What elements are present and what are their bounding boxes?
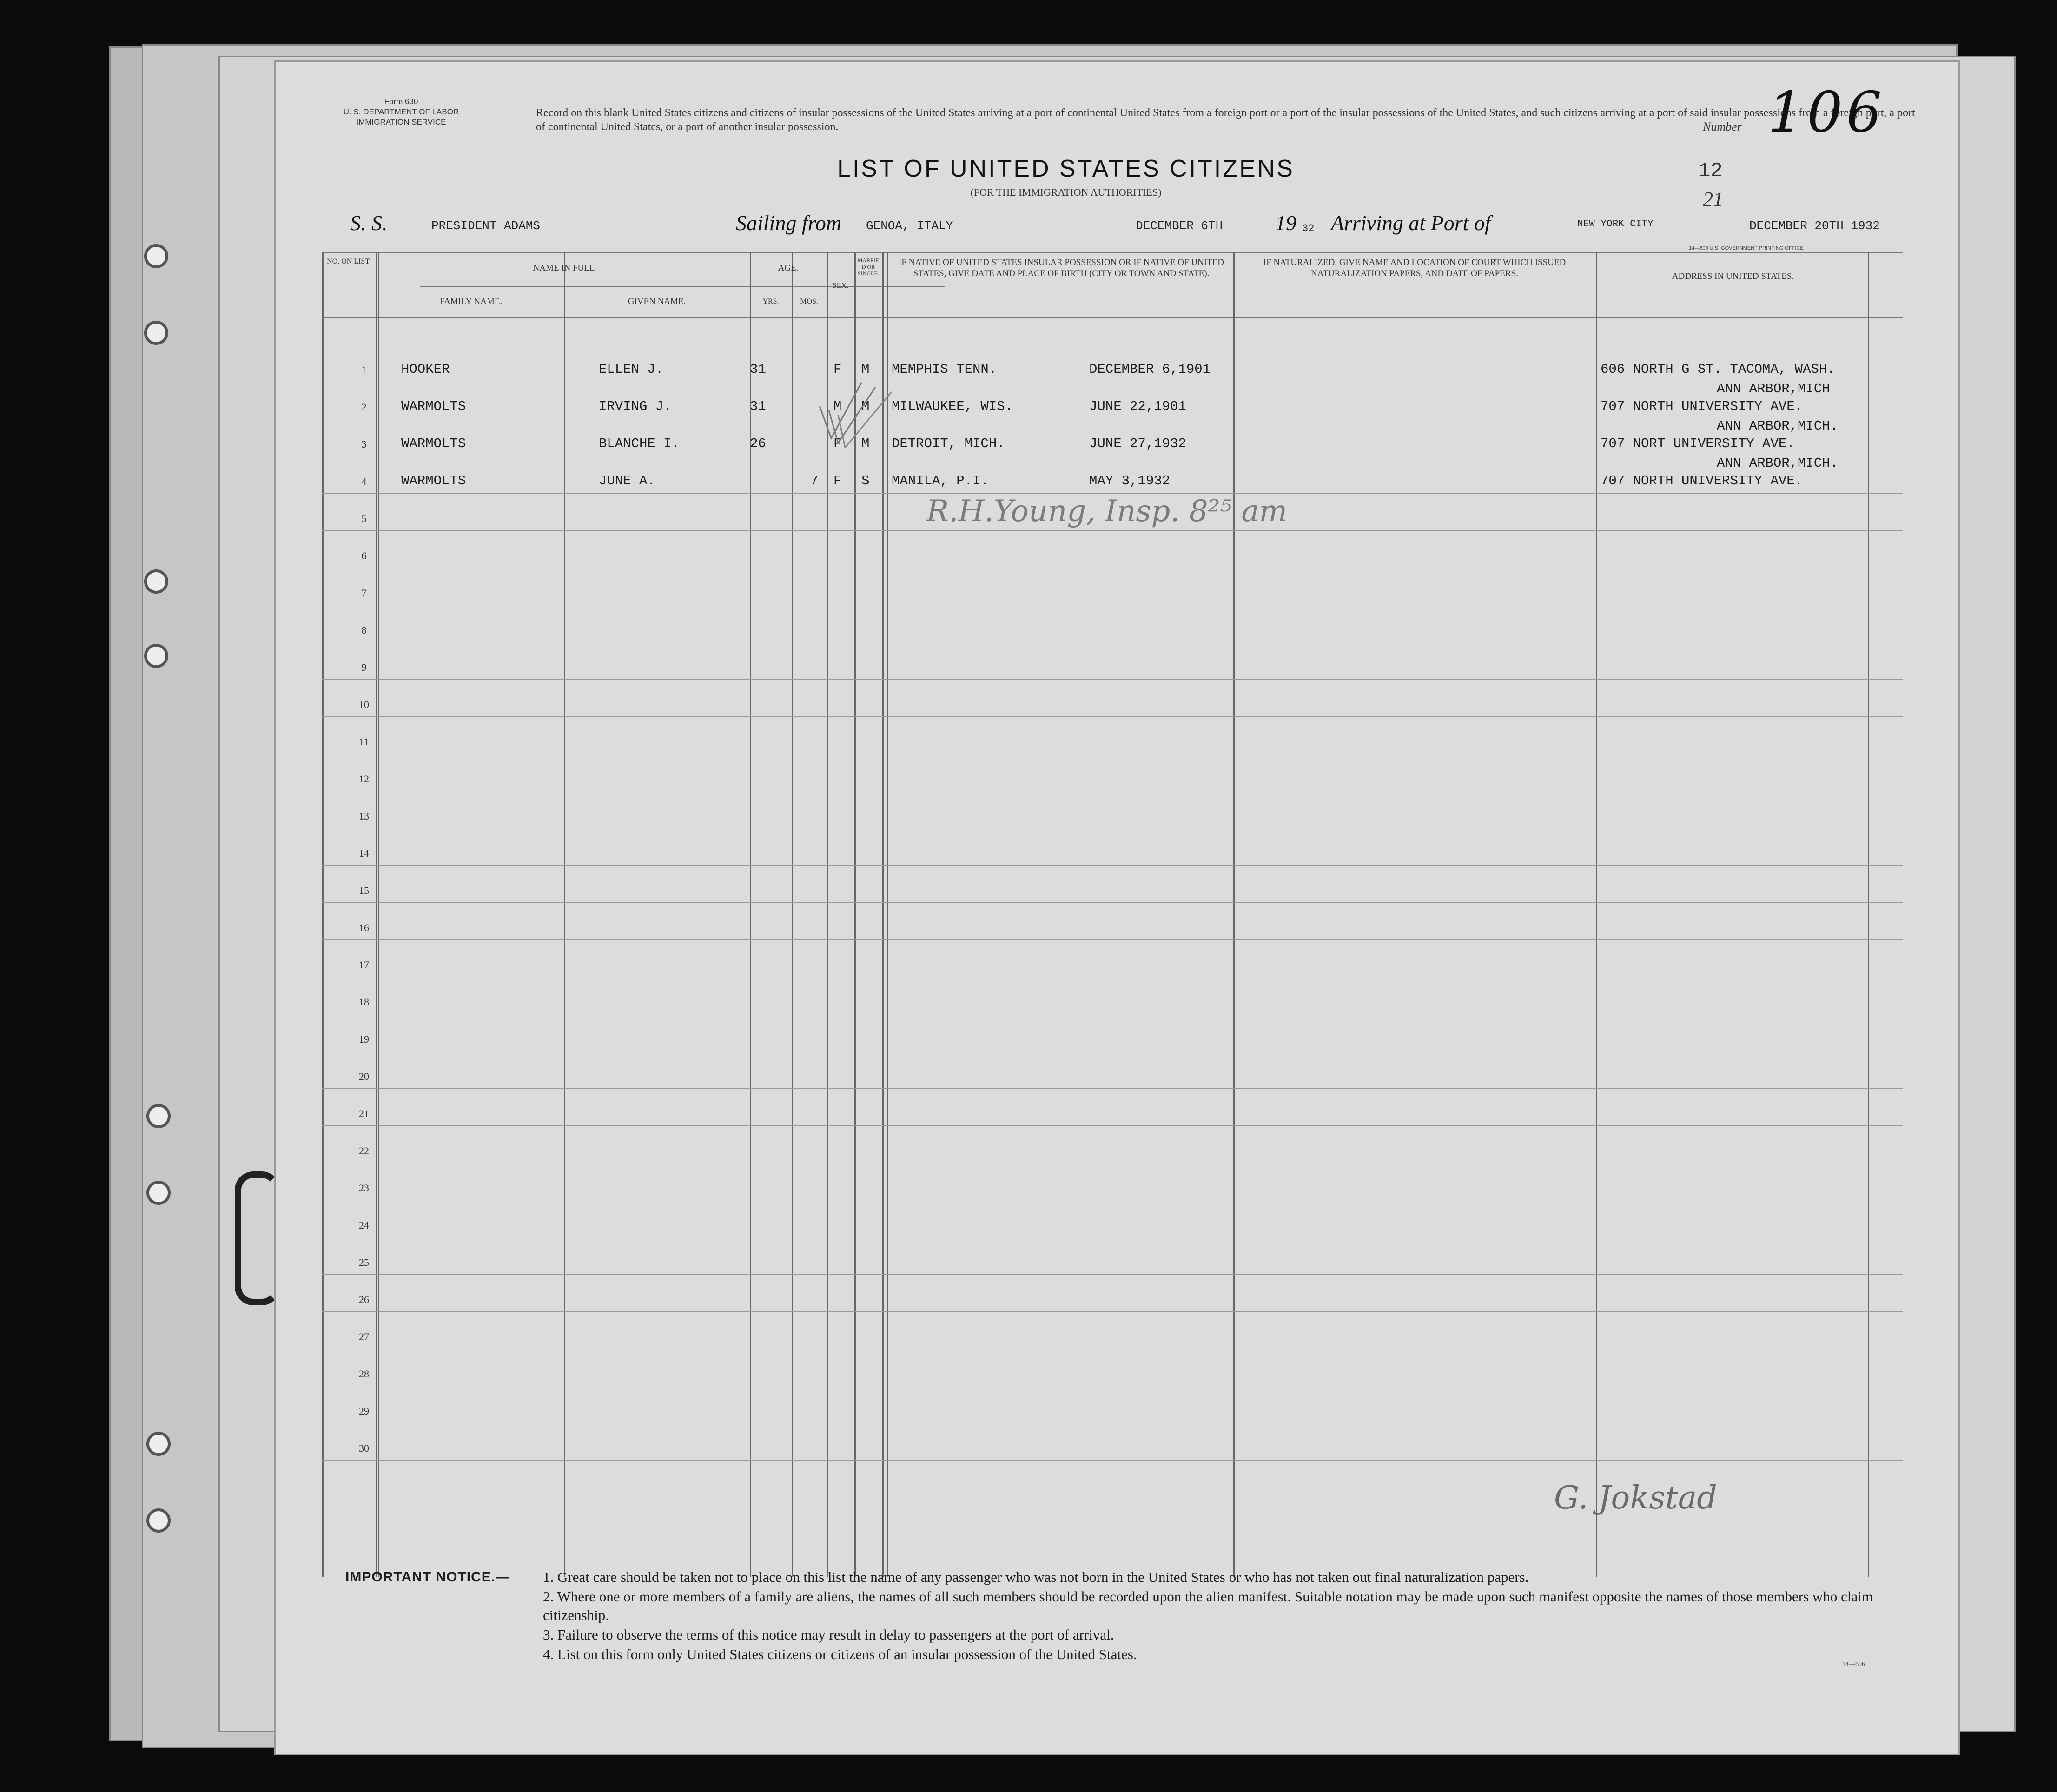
ss-label: S. S. [350, 211, 388, 235]
col-border [1868, 252, 1869, 1577]
row-line [322, 1311, 1903, 1312]
col-border [564, 252, 565, 1577]
row-number: 30 [359, 1442, 369, 1454]
row-number: 19 [359, 1033, 369, 1045]
row-line [322, 1088, 1903, 1089]
manifest-sheet [274, 60, 1960, 1755]
given-name-cell: IRVING J. [599, 399, 672, 414]
sex-cell: M [833, 399, 842, 414]
form-number: Form 630 [384, 97, 418, 106]
page-number: 12 [1698, 159, 1723, 183]
arrival-port: NEW YORK CITY [1577, 219, 1654, 230]
row-number: 3 [361, 438, 367, 450]
department-name: U. S. DEPARTMENT OF LABOR [343, 107, 459, 116]
row-line [322, 493, 1903, 494]
row-number: 26 [359, 1294, 369, 1305]
service-name: IMMIGRATION SERVICE [356, 118, 446, 126]
voyage-line [350, 211, 1931, 243]
officer-signature: G. Jokstad [1554, 1480, 1717, 1516]
address-cell: 707 NORTH UNIVERSITY AVE. [1601, 473, 1803, 489]
row-number: 8 [361, 624, 367, 636]
notice-item: 4. List on this form only United States citizens or citizens of an insular possession of the United States. [543, 1646, 1137, 1662]
row-number: 11 [359, 736, 369, 747]
header-sex: SEX. [832, 282, 849, 290]
punch-hole [144, 244, 168, 268]
col-border [854, 252, 856, 1577]
row-number: 10 [359, 699, 369, 710]
given-name-cell: BLANCHE I. [599, 436, 680, 451]
row-line [322, 716, 1903, 717]
departure-port: GENOA, ITALY [866, 219, 953, 233]
sex-cell: F [833, 436, 842, 451]
punch-hole [144, 321, 168, 345]
header-name-in-full: NAME IN FULL [533, 263, 595, 273]
sex-cell: F [833, 473, 842, 489]
row-number: 15 [359, 885, 369, 896]
sailing-label: Sailing from [736, 211, 842, 235]
header-months: MOS. [800, 298, 818, 305]
checkmark-icon [810, 378, 903, 448]
family-name-cell: WARMOLTS [401, 436, 466, 451]
row-line [322, 530, 1903, 531]
header-address: ADDRESS IN UNITED STATES. [1672, 271, 1794, 281]
header-divider [420, 286, 945, 287]
inspector-signature: R.H.Young, Insp. 8²⁵ am [926, 494, 1288, 529]
family-name-cell: HOOKER [401, 362, 450, 377]
form-subtitle: (FOR THE IMMIGRATION AUTHORITIES) [970, 186, 1162, 198]
row-number: 5 [361, 513, 367, 524]
printing-office-note: 14—606 U.S. GOVERNMENT PRINTING OFFICE [1689, 245, 1804, 251]
punch-hole [146, 1432, 171, 1456]
row-number: 12 [359, 773, 369, 785]
notice-items [543, 1568, 1938, 1665]
col-border [1596, 252, 1597, 1577]
birth-place-cell: MEMPHIS TENN. [892, 362, 997, 377]
row-number: 27 [359, 1331, 369, 1342]
date-correction: 21 [1703, 188, 1723, 211]
notice-item: 2. Where one or more members of a family are aliens, the names of all such members should be recorded upon the alien manifest. Suitable notation may be made upon such manifest opposite the names of those members who claim citizenship. [543, 1588, 1873, 1623]
col-border [887, 252, 888, 1577]
row-number: 6 [361, 550, 367, 562]
manifest-number: 106 [1768, 80, 1886, 145]
age-years-cell: 31 [750, 362, 766, 377]
birth-place-cell: MILWAUKEE, WIS. [892, 399, 1013, 414]
marital-status-cell: M [861, 399, 870, 414]
address-cell: 707 NORTH UNIVERSITY AVE. [1601, 399, 1803, 414]
manifest-table [322, 252, 1903, 1577]
row-number: 4 [361, 476, 367, 487]
given-name-cell: ELLEN J. [599, 362, 664, 377]
year-prefix: 19 [1275, 211, 1296, 235]
row-number: 28 [359, 1368, 369, 1380]
punch-hole [146, 1181, 171, 1205]
marital-status-cell: M [861, 436, 870, 451]
address-cell: 606 NORTH G ST. TACOMA, WASH. [1601, 362, 1835, 377]
header-bottom-border [322, 317, 1903, 318]
header-no: NO. ON LIST. [327, 258, 371, 265]
row-number: 16 [359, 922, 369, 933]
punch-hole [146, 1508, 171, 1533]
row-number: 17 [359, 959, 369, 971]
address-city-cell: ANN ARBOR,MICH. [1717, 418, 1839, 434]
row-number: 20 [359, 1071, 369, 1082]
year-suffix: 32 [1302, 223, 1315, 234]
header-age: AGE. [778, 263, 799, 273]
col-border [827, 252, 828, 1577]
address-cell: 707 NORT UNIVERSITY AVE. [1601, 436, 1795, 451]
header-years: YRS. [762, 298, 779, 305]
marital-status-cell: S [861, 473, 870, 489]
address-city-cell: ANN ARBOR,MICH. [1717, 456, 1839, 471]
given-name-cell: JUNE A. [599, 473, 655, 489]
notice-item: 3. Failure to observe the terms of this notice may result in delay to passengers at the port of arrival. [543, 1627, 1114, 1643]
row-line [322, 865, 1903, 866]
col-border [792, 252, 793, 1577]
row-line [322, 939, 1903, 940]
punch-hole [144, 569, 168, 594]
row-number: 14 [359, 847, 369, 859]
col-border [378, 252, 379, 1577]
row-number: 24 [359, 1219, 369, 1231]
family-name-cell: WARMOLTS [401, 399, 466, 414]
age-years-cell: 31 [750, 399, 766, 414]
row-number: 1 [361, 364, 367, 376]
row-number: 29 [359, 1405, 369, 1417]
row-number: 13 [359, 810, 369, 822]
header-naturalized: IF NATURALIZED, GIVE NAME AND LOCATION OF COURT WHICH ISSUED NATURALIZATION PAPERS, AND DATE OF PAPERS. [1263, 258, 1566, 278]
arriving-label: Arriving at Port of [1331, 211, 1491, 235]
form-instructions: Record on this blank United States citizens and citizens of insular possessions of the United States arriving at a port of continental United States from a foreign port or a port of the insular possessions of the United States, and such citizens arriving at a port of said insular possessions from a foreign port, a port of continental United States, or a port of another insular possession. [536, 107, 1915, 133]
col-border [322, 252, 324, 1577]
sex-cell: F [833, 362, 842, 377]
punch-hole [144, 644, 168, 668]
row-line [322, 1125, 1903, 1126]
number-label: Number [1703, 120, 1742, 133]
row-line [322, 1274, 1903, 1275]
age-months-cell: 7 [810, 473, 819, 489]
address-city-cell: ANN ARBOR,MICH [1717, 381, 1830, 397]
header-married-single: MARRIED OR SINGLE. [857, 257, 880, 277]
notice-item: 1. Great care should be taken not to place on this list the name of any passenger who was not born in the United States or who has not taken out final naturalization papers. [543, 1569, 1529, 1585]
col-border [1233, 252, 1235, 1577]
header-family-name: FAMILY NAME. [439, 297, 503, 306]
row-number: 23 [359, 1182, 369, 1194]
row-number: 21 [359, 1108, 369, 1119]
ship-name: PRESIDENT ADAMS [431, 219, 541, 233]
departure-date: DECEMBER 6TH [1136, 219, 1223, 233]
header-given-name: GIVEN NAME. [628, 297, 686, 306]
birth-date-cell: JUNE 27,1932 [1089, 436, 1186, 451]
row-number: 7 [361, 587, 367, 599]
footer-code: 14—606 [1842, 1661, 1865, 1668]
row-line [322, 679, 1903, 680]
arrival-date: DECEMBER 20TH 1932 [1749, 219, 1880, 233]
birth-date-cell: JUNE 22,1901 [1089, 399, 1186, 414]
row-number: 2 [361, 401, 367, 413]
row-line [322, 1460, 1903, 1461]
row-number: 22 [359, 1145, 369, 1157]
row-number: 9 [361, 661, 367, 673]
age-years-cell: 26 [750, 436, 766, 451]
row-number: 25 [359, 1256, 369, 1268]
row-number: 18 [359, 996, 369, 1008]
family-name-cell: WARMOLTS [401, 473, 466, 489]
col-border [882, 252, 884, 1577]
form-title: LIST OF UNITED STATES CITIZENS [837, 155, 1295, 182]
birth-date-cell: MAY 3,1932 [1089, 473, 1171, 489]
row-line [322, 902, 1903, 903]
notice-title: IMPORTANT NOTICE.— [345, 1569, 510, 1585]
birth-place-cell: MANILA, P.I. [892, 473, 989, 489]
header-birth: IF NATIVE OF UNITED STATES INSULAR POSSESSION OR IF NATIVE OF UNITED STATES, GIVE DATE AND PLACE OF BIRTH (CITY OR TOWN AND STATE). [899, 258, 1224, 278]
marital-status-cell: M [861, 362, 870, 377]
binding-cord [235, 1171, 280, 1305]
birth-place-cell: DETROIT, MICH. [892, 436, 1005, 451]
punch-hole [146, 1104, 171, 1128]
form-identifier [327, 97, 476, 127]
table-top-border [322, 252, 1903, 253]
birth-date-cell: DECEMBER 6,1901 [1089, 362, 1211, 377]
